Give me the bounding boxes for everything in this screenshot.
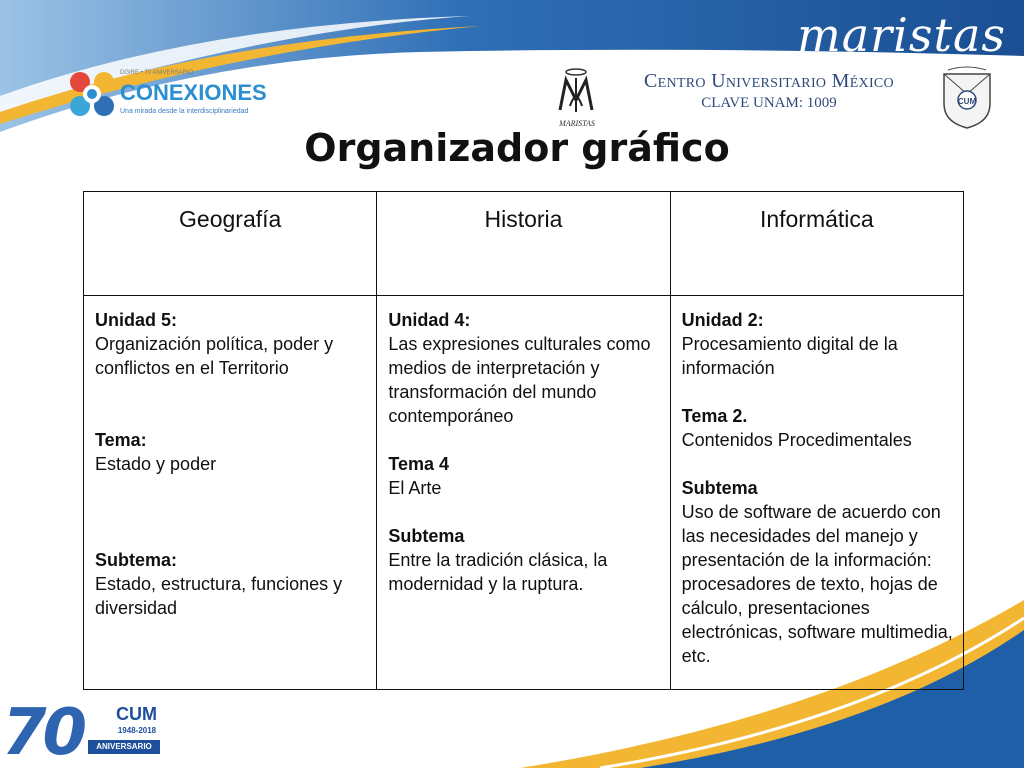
historia-subtema-label: Subtema xyxy=(388,526,465,546)
conexiones-icon xyxy=(66,68,118,120)
conexiones-name: CONEXIONES xyxy=(120,80,267,105)
historia-tema-label: Tema 4 xyxy=(388,454,450,474)
geografia-subtema-label: Subtema: xyxy=(95,550,178,570)
column-header-geografia: Geografía xyxy=(84,192,377,296)
cell-informatica xyxy=(670,296,963,690)
institution-name: Centro Universitario México xyxy=(644,70,894,92)
geografia-unidad-text: Organización política, poder y conflictos en el Territorio xyxy=(95,334,334,378)
informatica-subtema-label: Subtema xyxy=(681,478,758,498)
cum-logo-text: CUM xyxy=(116,704,157,724)
organizer-table xyxy=(83,191,964,690)
conexiones-tagline: Una mirada desde la interdisciplinariedad xyxy=(120,108,249,115)
crest-icon xyxy=(938,66,996,130)
informatica-tema-text: Contenidos Procedimentales xyxy=(681,430,912,450)
informatica-subtema-text: Uso de software de acuerdo con las necesidades del manejo y presentación de la información: procesadores de texto, hojas de cálculo, presentaciones electrónicas, software multimedia, etc. xyxy=(681,502,953,666)
anniversary-logo xyxy=(0,696,170,770)
geografia-tema-label: Tema: xyxy=(95,430,147,450)
historia-tema-text: El Arte xyxy=(388,478,442,498)
anniversary-number: 70 xyxy=(2,696,84,770)
svg-text:CUM: CUM xyxy=(957,97,977,106)
historia-unidad-text: Las expresiones culturales como medios de interpretación y transformación del mundo contemporáneo xyxy=(388,334,651,426)
geografia-subtema-text: Estado, estructura, funciones y diversidad xyxy=(95,574,343,618)
page-title: Organizador gráfico xyxy=(304,126,730,170)
informatica-unidad-text: Procesamiento digital de la información xyxy=(681,334,898,378)
anniversary-label: ANIVERSARIO xyxy=(88,740,160,754)
conexiones-superscript: DGIRE • 70 ANIVERSARIO xyxy=(120,70,194,76)
maristas-emblem-label: MARISTAS xyxy=(559,119,595,128)
column-header-informatica: Informática xyxy=(670,192,963,296)
cell-historia xyxy=(377,296,670,690)
conexiones-logo xyxy=(66,68,266,124)
column-header-historia: Historia xyxy=(377,192,670,296)
table-header-row xyxy=(84,192,964,296)
maristas-script-logo: maristas xyxy=(797,8,1006,62)
unam-crest-logo xyxy=(938,66,996,130)
maristas-monogram-icon xyxy=(552,66,600,116)
informatica-tema-label: Tema 2. xyxy=(681,406,748,426)
maristas-emblem xyxy=(552,66,600,128)
table-content-row xyxy=(84,296,964,690)
informatica-unidad-label: Unidad 2: xyxy=(681,310,764,330)
historia-subtema-text: Entre la tradición clásica, la modernidad y la ruptura. xyxy=(388,550,608,594)
geografia-tema-text: Estado y poder xyxy=(95,454,217,474)
institution-code: CLAVE UNAM: 1009 xyxy=(701,95,837,111)
cell-geografia xyxy=(84,296,377,690)
geografia-unidad-label: Unidad 5: xyxy=(95,310,178,330)
institution-block xyxy=(614,70,924,112)
anniversary-years: 1948-2018 xyxy=(117,726,157,735)
historia-unidad-label: Unidad 4: xyxy=(388,310,471,330)
